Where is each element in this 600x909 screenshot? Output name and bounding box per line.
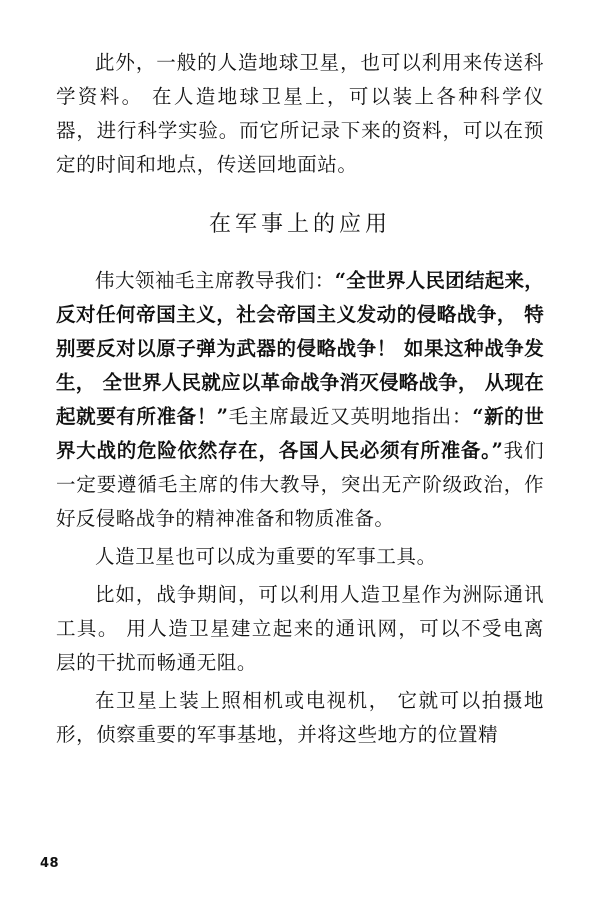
paragraph-body-1: 人造卫星也可以成为重要的军事工具。 <box>95 545 437 568</box>
paragraph-body-3: 在卫星上装上照相机或电视机， 它就可以拍摄地形，侦察重要的军事基地，并将这些地方的位置精 <box>56 689 544 746</box>
section-heading: 在军事上的应用 <box>208 212 391 237</box>
quote-middle-text: 毛主席最近又英明地指出： <box>228 405 473 428</box>
paragraph-body-2: 比如，战争期间，可以利用人造卫星作为洲际通讯工具。 用人造卫星建立起来的通讯网，可以不受电离层的干扰而畅通无阻。 <box>56 583 544 674</box>
quote-tail-text: 我们一定要遵循毛主席的伟大教导，突出无产阶级政治，作好反侵略战争的精神准备和物质准备。 <box>56 439 544 530</box>
quote-bold-first: “全世界人民团结起来，反对任何帝国主义，社会帝国主义发动的侵略战争， 特别要反对以原子弹为武器的侵略战争！ 如果这种战争发生， 全世界人民就应以革命战争消灭侵略战争， 从现在起就要有所准备！” <box>56 269 544 428</box>
page-number: 48 <box>40 856 60 871</box>
quote-bold-second: “新的世界大战的危险依然存在，各国人民必须有所准备。” <box>56 405 544 462</box>
paragraph-quotation <box>56 264 544 536</box>
quote-lead-text: 伟大领袖毛主席教导我们： <box>95 269 335 292</box>
paragraph-intro: 此外，一般的人造地球卫星，也可以利用来传送科学资料。 在人造地球卫星上，可以装上各种科学仪器，进行科学实验。而它所记录下来的资料，可以在预定的时间和地点，传送回地面站。 <box>56 51 544 176</box>
